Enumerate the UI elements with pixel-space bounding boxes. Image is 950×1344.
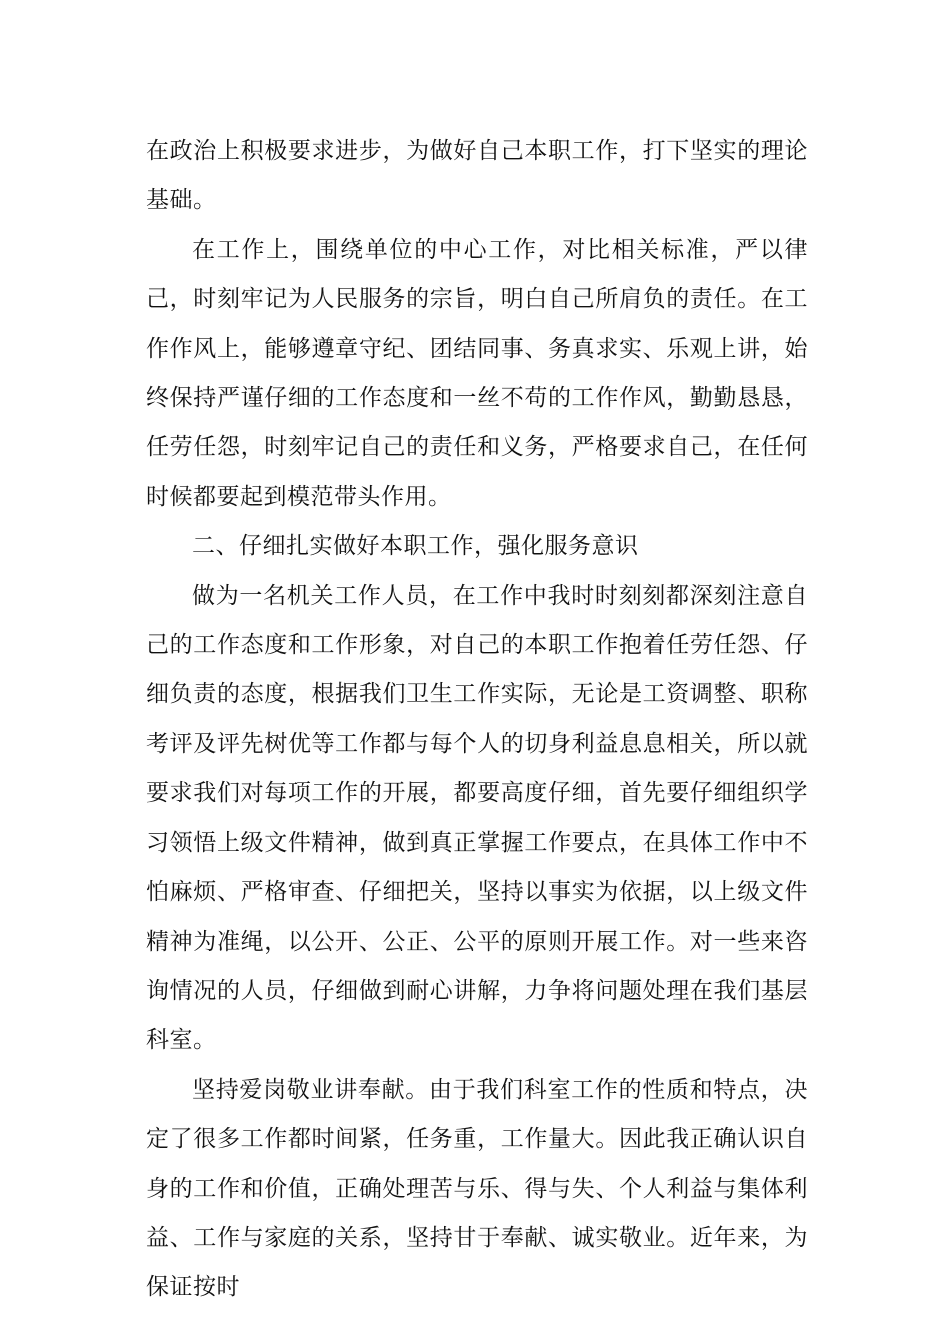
paragraph-work-attitude: 做为一名机关工作人员，在工作中我时时刻刻都深刻注意自己的工作态度和工作形象，对自己的本职工作抱着任劳任怨、仔细负责的态度，根据我们卫生工作实际，无论是工资调整、职称考评及评先树优等工作都与每个人的切身利益息息相关，所以就要求我们对每项工作的开展，都要高度仔细，首先要仔细组织学习领悟上级文件精神，做到真正掌握工作要点，在具体工作中不怕麻烦、严格审查、仔细把关，坚持以事实为依据，以上级文件精神为准绳，以公开、公正、公平的原则开展工作。对一些来咨询情况的人员，仔细做到耐心讲解，力争将问题处理在我们基层科室。 bbox=[146, 582, 808, 1054]
document-body bbox=[146, 127, 808, 1313]
paragraph-dedication: 坚持爱岗敬业讲奉献。由于我们科室工作的性质和特点，决定了很多工作都时间紧，任务重，工作量大。因此我正确认识自身的工作和价值，正确处理苦与乐、得与失、个人利益与集体利益、工作与家庭的关系，坚持甘于奉献、诚实敬业。近年来，为保证按时 bbox=[146, 1076, 808, 1301]
paragraph-theory-foundation: 在政治上积极要求进步，为做好自己本职工作，打下坚实的理论基础。 bbox=[146, 138, 808, 214]
paragraph-work-style: 在工作上，围绕单位的中心工作，对比相关标准，严以律己，时刻牢记为人民服务的宗旨，明白自己所肩负的责任。在工作作风上，能够遵章守纪、团结同事、务真求实、乐观上讲，始终保持严谨仔细的工作态度和一丝不苟的工作作风，勤勤恳恳，任劳任怨，时刻牢记自己的责任和义务，严格要求自己，在任何时候都要起到模范带头作用。 bbox=[146, 236, 808, 510]
section-heading-service-awareness: 二、仔细扎实做好本职工作，强化服务意识 bbox=[192, 533, 639, 560]
